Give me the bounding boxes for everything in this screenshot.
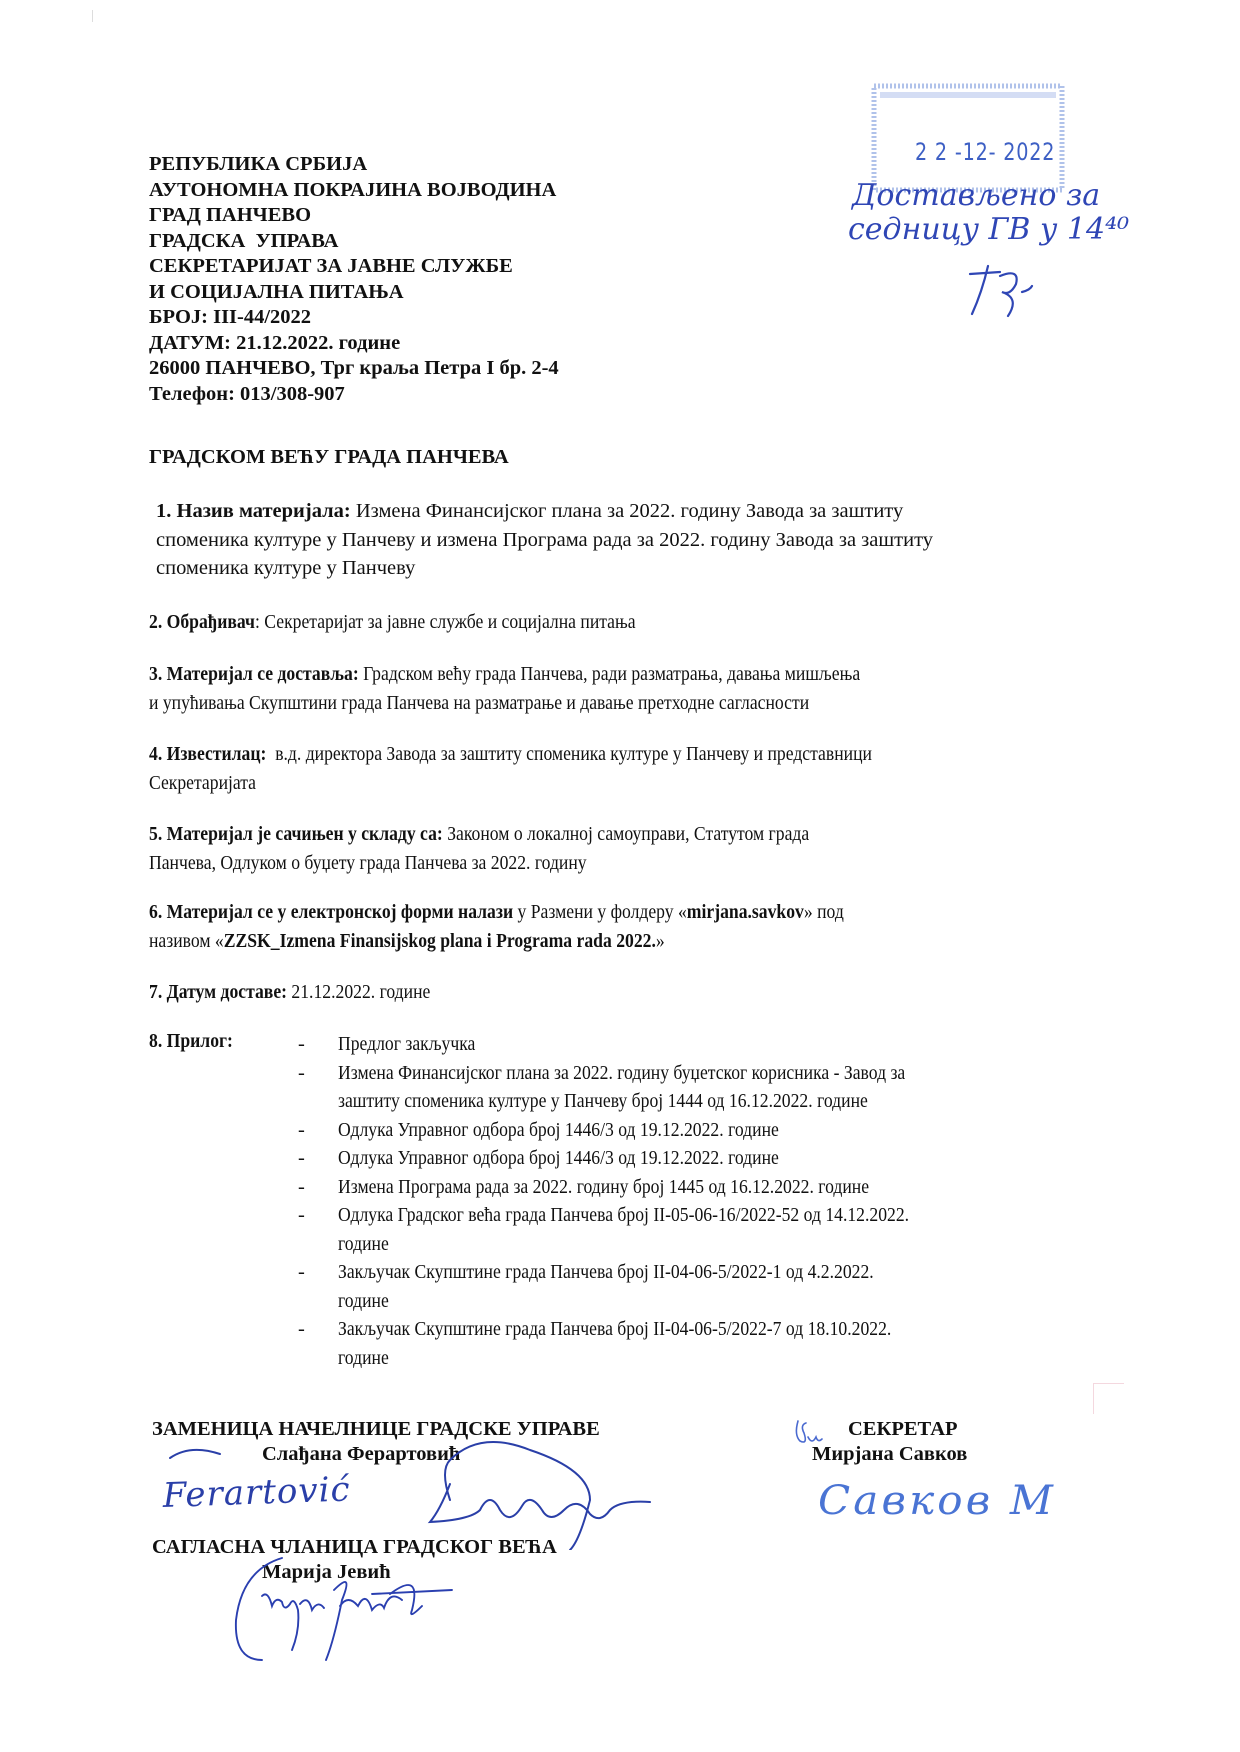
phone: Телефон: 013/308-907 xyxy=(149,382,345,405)
item-label: 6. Материјал се у електронској форми налази xyxy=(149,901,514,923)
item-text: у Размени у фолдеру « xyxy=(513,901,687,923)
council-member-name: Марија Јевић xyxy=(262,1561,391,1583)
item-text: 21.12.2022. године xyxy=(287,981,431,1003)
item-label: 5. Материјал је сачињен у складу са: xyxy=(149,823,443,845)
list-dash: - xyxy=(298,1204,305,1226)
attachment-text: Одлука Управног одбора број 1446/3 од 19.12.2022. године xyxy=(338,1118,779,1141)
secretary-handwriting: Савков М xyxy=(818,1478,1056,1524)
council-member-title: САГЛАСНА ЧЛАНИЦА ГРАДСКОГ ВЕЋА xyxy=(152,1536,557,1558)
attachment-text: Одлука Управног одбора број 1446/3 од 19.12.2022. године xyxy=(338,1147,779,1169)
item-text: Градском већу града Панчева, ради разматрања, давања мишљења xyxy=(358,663,861,685)
attachment-text: Измена Програма рада за 2022. годину број 1445 од 16.12.2022. године xyxy=(338,1175,870,1198)
document-date: ДАТУМ: 21.12.2022. године xyxy=(149,331,401,354)
item-material-name xyxy=(156,497,1116,583)
item-text: Панчева, Одлуком о буџету града Панчева за 2022. годину xyxy=(149,851,587,874)
secretary-title: СЕКРЕТАР xyxy=(848,1418,958,1440)
item-text: називом « xyxy=(149,929,224,952)
file-name: ZZSK_Izmena Finansijskog plana i Programa rada 2022. xyxy=(223,929,656,952)
deputy-signature xyxy=(150,1440,670,1550)
attachment-text: заштиту споменика културе у Панчеву број 1444 од 16.12.2022. године xyxy=(338,1090,868,1112)
deputy-name: Слађана Ферартовић xyxy=(262,1443,461,1465)
attachment-item xyxy=(296,1030,1096,1059)
letterhead-line: ГРАДСКА УПРАВА xyxy=(149,229,339,252)
attachment-text: Предлог закључка xyxy=(338,1033,476,1055)
secretary-name: Мирјана Савков xyxy=(812,1443,968,1465)
item-text: Законом о локалној самоуправи, Статутом града xyxy=(442,823,810,845)
item-text: » под xyxy=(803,901,844,923)
attachment-text: године xyxy=(338,1346,389,1369)
handwritten-note: седницу ГВ у 14⁴⁰ xyxy=(848,212,1130,247)
address: 26000 ПАНЧЕВО, Трг краља Петра I бр. 2-4 xyxy=(149,357,559,379)
letterhead xyxy=(149,152,559,407)
item-processor xyxy=(149,608,715,637)
scan-artifact xyxy=(1093,1383,1124,1414)
deputy-handwriting: Ferartović xyxy=(162,1469,352,1516)
item-label: 2. Обрађивач xyxy=(149,611,255,633)
attachment-text: Измена Финансијског плана за 2022. годину буџетског корисника - Завод за xyxy=(338,1061,906,1084)
item-text: Измена Финансијског плана за 2022. годину Завода за заштиту xyxy=(350,500,904,522)
addressee: ГРАДСКОМ ВЕЋУ ГРАДА ПАНЧЕВА xyxy=(149,446,509,468)
item-text: споменика културе у Панчеву xyxy=(156,557,416,579)
list-dash: - xyxy=(298,1118,305,1141)
item-text: : Секретаријат за јавне службе и социјална питања xyxy=(254,611,636,633)
deputy-title: ЗАМЕНИЦА НАЧЕЛНИЦЕ ГРАДСКЕ УПРАВЕ xyxy=(152,1418,600,1440)
attachment-text: године xyxy=(338,1232,389,1255)
attachment-item xyxy=(296,1201,1096,1258)
document-number: БРОЈ: III-44/2022 xyxy=(149,306,312,328)
secretary-initial-mark xyxy=(790,1415,830,1451)
folder-name: mirjana.savkov xyxy=(686,901,804,923)
stamp-date: 2 2 -12- 2022 xyxy=(915,138,1056,166)
attachment-text: Одлука Градског већа града Панчева број II-05-06-16/2022-52 од 14.12.2022. xyxy=(338,1204,910,1226)
attachment-item xyxy=(296,1258,1096,1315)
attachment-text: Закључак Скупштине града Панчева број II-04-06-5/2022-1 од 4.2.2022. xyxy=(338,1261,874,1283)
attachments-list xyxy=(296,1030,1096,1372)
attachment-item xyxy=(296,1116,1096,1145)
item-label: 1. Назив материјала: xyxy=(156,500,351,522)
letterhead-line: СЕКРЕТАРИЈАТ ЗА ЈАВНЕ СЛУЖБЕ xyxy=(149,255,513,277)
attachment-item xyxy=(296,1144,1096,1173)
item-text: в.д. директора Завода за заштиту споменика културе у Панчеву и представници xyxy=(266,743,872,765)
item-legal-basis xyxy=(149,820,917,877)
attachments-label xyxy=(149,1030,247,1053)
item-electronic-location xyxy=(149,898,957,955)
item-label: 4. Известилац: xyxy=(149,743,267,765)
handwritten-initials xyxy=(960,262,1050,322)
list-dash: - xyxy=(298,1061,305,1084)
item-text: споменика културе у Панчеву и измена Програма рада за 2022. годину Завода за заштиту xyxy=(156,528,934,551)
attachment-text: Закључак Скупштине града Панчева број II-04-06-5/2022-7 од 18.10.2022. xyxy=(338,1318,892,1340)
item-label: 3. Материјал се доставља: xyxy=(149,663,359,685)
letterhead-line: ГРАД ПАНЧЕВО xyxy=(149,204,312,226)
list-dash: - xyxy=(298,1318,305,1340)
list-dash: - xyxy=(298,1033,305,1055)
attachment-text: године xyxy=(338,1289,389,1312)
item-rapporteur xyxy=(149,740,990,797)
item-text: и упућивања Скупштини града Панчева на разматрање и давање претходне сагласности xyxy=(149,691,810,714)
scan-artifact xyxy=(92,10,93,22)
item-delivery-date xyxy=(149,978,476,1007)
item-label: 8. Прилог: xyxy=(149,1030,233,1052)
list-dash: - xyxy=(298,1147,305,1169)
list-dash: - xyxy=(298,1261,305,1283)
letterhead-line: И СОЦИЈАЛНА ПИТАЊА xyxy=(149,280,404,303)
handwritten-note: Достављено за xyxy=(852,178,1101,213)
item-text: Секретаријата xyxy=(149,771,257,794)
attachment-item xyxy=(296,1315,1096,1372)
council-member-signature xyxy=(222,1550,522,1670)
list-dash: - xyxy=(298,1175,305,1198)
attachment-item xyxy=(296,1173,1096,1202)
item-label: 7. Датум доставе: xyxy=(149,981,288,1003)
attachment-item xyxy=(296,1059,1096,1116)
item-text: » xyxy=(655,929,665,952)
item-delivered-to xyxy=(149,660,976,717)
letterhead-line: РЕПУБЛИКА СРБИЈА xyxy=(149,153,368,175)
letterhead-line: АУТОНОМНА ПОКРАЈИНА ВОЈВОДИНА xyxy=(149,178,557,201)
